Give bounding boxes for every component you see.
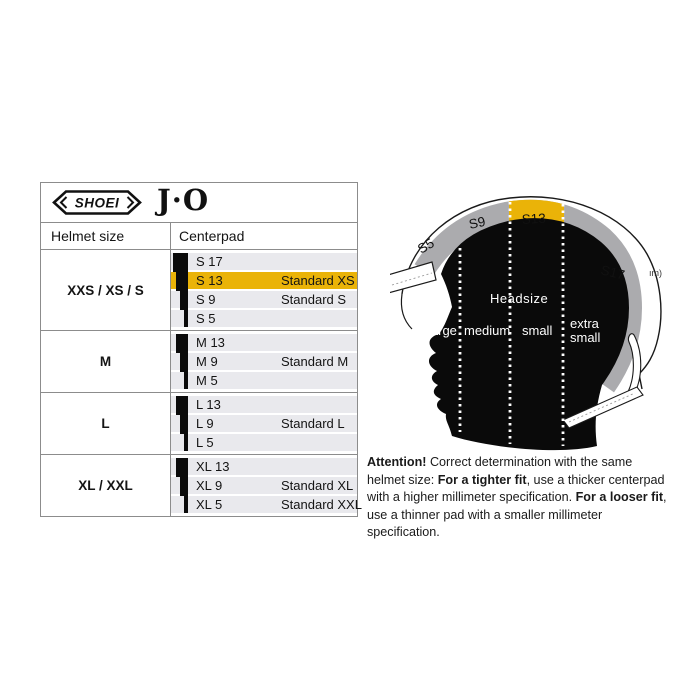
attention-bold-tighter: For a tighter fit xyxy=(437,472,527,487)
attention-text-3: , use a thinner pad with a smaller millimeter specification. xyxy=(367,490,667,540)
pad-thickness-bar xyxy=(176,396,188,415)
centerpad-row xyxy=(171,415,357,432)
table-group xyxy=(41,454,362,516)
model-logo-jo: J·O xyxy=(157,183,210,217)
pad-standard-label: Standard M xyxy=(281,354,349,369)
headsize-diagram xyxy=(390,194,700,454)
pad-code-label: L 9 xyxy=(196,416,214,431)
pad-thickness-bar xyxy=(176,272,188,291)
band-label-s13: S13 xyxy=(521,210,547,227)
band-label-s5: S5 xyxy=(415,235,437,257)
logo-row xyxy=(41,183,357,223)
pad-code-label: XL 13 xyxy=(196,459,230,474)
pad-thickness-bar xyxy=(176,458,188,477)
centerpad-row xyxy=(171,458,357,475)
header-helmet-size: Helmet size xyxy=(41,223,171,249)
headsize-label: Headsize xyxy=(490,291,549,306)
centerpad-row xyxy=(171,353,357,370)
pad-thickness-bar xyxy=(180,477,188,496)
partial-mm-text: ım) xyxy=(649,268,662,278)
pad-thickness-bar xyxy=(184,496,188,513)
centerpad-row xyxy=(171,291,357,308)
pad-thickness-bar xyxy=(180,353,188,372)
pad-standard-label: Standard S xyxy=(281,292,347,307)
region-label-extra-line1: extra xyxy=(570,316,599,331)
region-label-medium: medium xyxy=(464,323,511,338)
attention-text-1: Correct determination with the same helmet size: xyxy=(367,455,633,487)
helmet-size-cell: L xyxy=(41,393,171,454)
pad-standard-label: Standard XS xyxy=(281,273,355,288)
centerpad-row xyxy=(171,310,357,327)
pad-code-label: S 13 xyxy=(196,273,223,288)
centerpad-rows xyxy=(171,250,357,330)
pad-thickness-bar xyxy=(176,334,188,353)
helmet-shell-front-edge xyxy=(401,294,412,329)
region-label-extra-line2: small xyxy=(570,330,601,345)
pad-code-label: L 13 xyxy=(196,397,221,412)
shoei-logo-icon xyxy=(51,189,143,216)
centerpad-rows xyxy=(171,393,357,454)
centerpad-rows xyxy=(171,331,357,392)
pad-thickness-bar xyxy=(184,372,188,389)
attention-note xyxy=(367,454,668,542)
pad-code-label: M 5 xyxy=(196,373,218,388)
centerpad-row xyxy=(171,477,357,494)
centerpad-row xyxy=(171,372,357,389)
pad-thickness-bar xyxy=(184,434,188,451)
helmet-size-cell: XXS / XS / S xyxy=(41,250,171,330)
centerpad-row xyxy=(171,253,357,270)
centerpad-rows xyxy=(171,455,362,516)
attention-bold-looser: For a looser fit xyxy=(575,490,664,505)
pad-standard-label: Standard XXL xyxy=(281,497,362,512)
helmet-size-cell: XL / XXL xyxy=(41,455,171,516)
band-label-s17: S17 xyxy=(599,262,627,283)
table-body xyxy=(41,250,362,516)
shoei-logo-text: SHOEI xyxy=(74,195,120,211)
region-label-large: large xyxy=(428,323,457,338)
table-group xyxy=(41,330,357,392)
pad-thickness-bar xyxy=(173,253,188,272)
size-table xyxy=(40,182,362,517)
region-label-small: small xyxy=(522,323,553,338)
pad-thickness-bar xyxy=(180,291,188,310)
pad-code-label: S 17 xyxy=(196,254,223,269)
table-header xyxy=(41,223,357,250)
centerpad-row xyxy=(171,334,357,351)
pad-code-label: M 13 xyxy=(196,335,225,350)
centerpad-row xyxy=(171,496,362,513)
table-group xyxy=(41,250,357,330)
centerpad-row-highlighted xyxy=(171,272,357,289)
brow-trim xyxy=(390,262,436,293)
pad-thickness-bar xyxy=(184,310,188,327)
table-group xyxy=(41,392,357,454)
pad-standard-label: Standard L xyxy=(281,416,345,431)
band-label-s9: S9 xyxy=(467,213,487,232)
pad-standard-label: Standard XL xyxy=(281,478,354,493)
pad-thickness-bar xyxy=(180,415,188,434)
pad-code-label: XL 9 xyxy=(196,478,223,493)
header-centerpad: Centerpad xyxy=(179,228,245,244)
pad-code-label: L 5 xyxy=(196,435,214,450)
pad-code-label: M 9 xyxy=(196,354,218,369)
helmet-size-cell: M xyxy=(41,331,171,392)
attention-bold-title: Attention! xyxy=(367,455,427,469)
pad-code-label: XL 5 xyxy=(196,497,223,512)
centerpad-row xyxy=(171,434,357,451)
pad-code-label: S 9 xyxy=(196,292,216,307)
centerpad-row xyxy=(171,396,357,413)
pad-code-label: S 5 xyxy=(196,311,216,326)
attention-text-2: , use a thicker centerpad with a higher millimeter specification. xyxy=(367,472,665,505)
